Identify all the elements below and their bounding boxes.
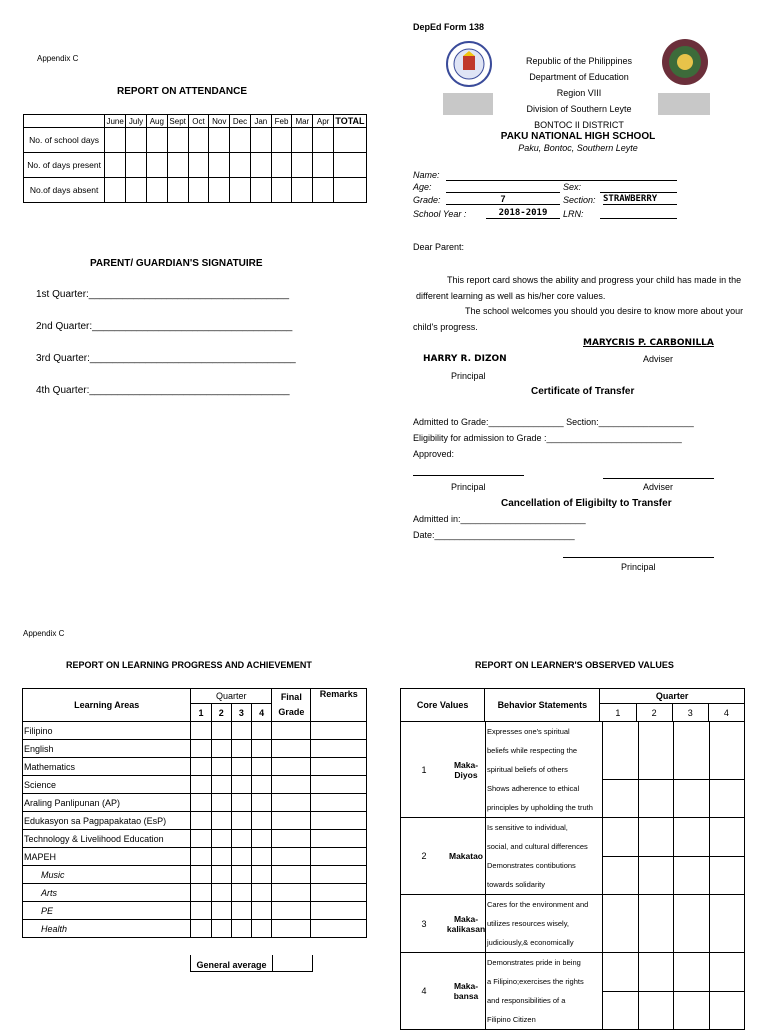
attendance-cell	[105, 153, 126, 178]
grade-cell	[251, 794, 271, 812]
school-name: PAKU NATIONAL HIGH SCHOOL	[500, 131, 656, 142]
core-value-name: Maka- Diyos	[447, 722, 486, 817]
month-header: Feb	[271, 115, 292, 128]
core-value-number: 4	[421, 986, 427, 996]
core-value-number: 1	[421, 764, 427, 775]
attendance-cell	[230, 178, 251, 203]
quarter-number: 3	[672, 704, 708, 722]
age-label: Age:	[413, 182, 432, 192]
table-row	[23, 866, 367, 884]
principal-title: Principal	[451, 371, 486, 381]
grade-cell	[211, 812, 231, 830]
grade-cell	[251, 722, 271, 740]
letter-paragraph: child's progress.	[413, 322, 478, 332]
grade-cell	[311, 722, 367, 740]
behavior-statement: Cares for the environment and	[487, 900, 589, 909]
rating-cell	[603, 895, 639, 952]
certificate-title: Certificate of Transfer	[531, 386, 635, 397]
core-value-number: 3	[421, 918, 427, 929]
grade-cell	[251, 920, 271, 938]
adviser-title: Adviser	[643, 354, 674, 364]
grade-cell	[251, 830, 271, 848]
learning-area: Technology & Livelihood Education	[23, 830, 191, 848]
grade-cell	[251, 812, 271, 830]
grade-cell	[311, 740, 367, 758]
grade-cell	[211, 740, 231, 758]
month-header: Dec	[230, 115, 251, 128]
grade-cell	[211, 794, 231, 812]
signature-title: PARENT/ GUARDIAN'S SIGNATUIRE	[90, 258, 263, 269]
attendance-cell	[105, 128, 126, 153]
quarter-number: 2	[636, 704, 672, 722]
month-header: Sept	[167, 115, 188, 128]
behavior-statement: principles by upholding the truth	[487, 803, 593, 812]
table-row	[23, 902, 367, 920]
learning-area: MAPEH	[23, 848, 191, 866]
letter-paragraph: This report card shows the ability and progress your child has made in the	[447, 275, 742, 285]
rating-cell	[710, 722, 745, 817]
grade-cell	[272, 866, 311, 884]
attendance-cell	[271, 153, 292, 178]
behavior-statement: Shows adherence to ethical	[487, 784, 580, 793]
values-row	[401, 818, 745, 895]
general-average-label: General average	[191, 955, 273, 971]
grade-cell	[191, 812, 211, 830]
behavior-statement: utilizes resources wisely,	[487, 919, 569, 928]
behavior-statement: and responsibilities of a	[487, 996, 566, 1005]
grade-cell	[191, 830, 211, 848]
table-row	[23, 848, 367, 866]
adviser-name: MARYCRIS P. CARBONILLA	[583, 338, 714, 348]
grade-cell	[191, 776, 211, 794]
sex-line	[600, 192, 677, 193]
grade-cell	[231, 758, 251, 776]
admitted-in-line: Admitted in:_________________________	[413, 514, 586, 524]
grade-cell	[272, 884, 311, 902]
principal-title: Principal	[621, 562, 656, 572]
header-line: Region VIII	[556, 88, 602, 98]
name-label: Name:	[413, 170, 440, 180]
grade-cell	[231, 776, 251, 794]
attendance-cell	[250, 128, 271, 153]
row-label: No. of days present	[24, 153, 105, 178]
row-label: No.of days absent	[24, 178, 105, 203]
month-header: July	[126, 115, 147, 128]
section-label: Section:	[563, 195, 596, 205]
attendance-cell	[333, 128, 366, 153]
grade-cell	[311, 776, 367, 794]
quarter-signature-line: 2nd Quarter:____________________________________	[36, 321, 293, 332]
header-line: Republic of the Philippines	[525, 56, 633, 66]
grade-cell	[311, 920, 367, 938]
core-value-cell	[401, 722, 745, 818]
letter-paragraph: different learning as well as his/her core values.	[416, 291, 606, 301]
grade-label: Grade:	[413, 195, 441, 205]
attendance-cell	[271, 178, 292, 203]
attendance-cell	[250, 178, 271, 203]
quarter-number: 1	[600, 704, 636, 722]
grade-cell	[191, 740, 211, 758]
grade-cell	[231, 794, 251, 812]
signature-line	[413, 475, 524, 476]
grade-cell	[231, 740, 251, 758]
core-value-cell	[401, 818, 745, 895]
general-average-row	[190, 955, 313, 972]
header-final-grade	[272, 689, 311, 722]
grade-cell	[191, 920, 211, 938]
month-header: Oct	[188, 115, 209, 128]
quarter-signature-line: 4th Quarter:____________________________________	[36, 385, 290, 396]
grade-cell	[231, 830, 251, 848]
month-header: June	[106, 116, 124, 126]
grade-label: Grade	[278, 707, 305, 717]
behavior-statements	[486, 722, 603, 817]
name-line	[446, 180, 677, 181]
grade-cell	[211, 776, 231, 794]
header-line: Department of Education	[529, 72, 629, 82]
learning-area: Music	[23, 866, 191, 884]
month-header: Aug	[146, 115, 167, 128]
attendance-cell	[126, 128, 147, 153]
grade-cell	[191, 902, 211, 920]
grade-cell	[191, 884, 211, 902]
attendance-cell	[167, 153, 188, 178]
grade-cell	[272, 722, 311, 740]
attendance-cell	[167, 128, 188, 153]
attendance-cell	[292, 153, 313, 178]
grade-cell	[211, 902, 231, 920]
cancellation-title: Cancellation of Eligibilty to Transfer	[501, 498, 672, 509]
grade-cell	[272, 758, 311, 776]
learning-area: Science	[23, 776, 191, 794]
grade-cell	[311, 830, 367, 848]
grade-cell	[272, 848, 311, 866]
month-header: Mar	[292, 115, 313, 128]
month-header: TOTAL	[335, 116, 365, 126]
rating-cell	[639, 818, 675, 894]
attendance-cell	[126, 153, 147, 178]
quarter-number: 2	[211, 704, 231, 722]
learning-area: Edukasyon sa Pagpapakatao (EsP)	[23, 812, 191, 830]
values-row	[401, 895, 745, 953]
admitted-grade-line: Admitted to Grade:_______________ Section:___________________	[413, 417, 694, 427]
signature-line	[563, 557, 714, 558]
grade-cell	[272, 740, 311, 758]
attendance-cell	[146, 128, 167, 153]
school-address: Paku, Bontoc, Southern Leyte	[518, 143, 638, 153]
month-header: Jan	[250, 115, 271, 128]
grade-cell	[251, 740, 271, 758]
table-row	[23, 920, 367, 938]
behavior-statement: Filipino Citizen	[487, 1015, 536, 1024]
rating-cell	[603, 818, 639, 894]
behavior-statement: Is sensitive to individual,	[487, 823, 568, 832]
rating-cell	[674, 818, 710, 894]
deped-seal-icon	[443, 40, 495, 110]
behavior-statement: spiritual beliefs of others	[487, 765, 568, 774]
behavior-statements	[486, 953, 603, 1029]
row-label: No. of school days	[24, 128, 105, 153]
behavior-statements	[486, 895, 603, 952]
grade-cell	[251, 902, 271, 920]
grade-cell	[211, 830, 231, 848]
grade-cell	[311, 794, 367, 812]
attendance-cell	[292, 128, 313, 153]
letter-paragraph: The school welcomes you should you desire to know more about your	[465, 306, 744, 316]
school-header	[505, 53, 653, 133]
behavior-statement: Demonstrates pride in being	[487, 958, 581, 967]
core-value-number: 2	[421, 851, 427, 861]
header-quarter: Quarter	[191, 689, 272, 704]
grade-cell	[251, 758, 271, 776]
header-core-values: Core Values	[401, 689, 485, 722]
behavior-statement: towards solidarity	[487, 880, 545, 889]
lrn-line	[600, 218, 677, 219]
attendance-cell	[188, 153, 209, 178]
values-title: REPORT ON LEARNER'S OBSERVED VALUES	[475, 660, 674, 670]
grade-cell	[272, 776, 311, 794]
quarter-number: 4	[251, 704, 271, 722]
grade-cell	[231, 722, 251, 740]
grade-cell	[191, 794, 211, 812]
district-seal-icon	[658, 38, 712, 110]
header-remarks: Remarks	[311, 689, 367, 722]
table-row	[23, 884, 367, 902]
grade-cell	[211, 722, 231, 740]
principal-name: HARRY R. DIZON	[423, 354, 507, 364]
quarter-signature-line: 1st Quarter:____________________________________	[36, 289, 290, 300]
header-learning-areas: Learning Areas	[23, 689, 191, 722]
school-year-label: School Year :	[413, 209, 467, 219]
attendance-cell	[333, 178, 366, 203]
month-header: Nov	[209, 115, 230, 128]
general-average-value	[273, 955, 312, 971]
grade-cell	[311, 812, 367, 830]
behavior-statement: beliefs while respecting the	[487, 746, 578, 755]
grade-cell	[311, 884, 367, 902]
attendance-cell	[209, 128, 230, 153]
eligibility-line: Eligibility for admission to Grade :___________________________	[413, 433, 682, 443]
adviser-title: Adviser	[643, 482, 674, 492]
grade-cell	[272, 902, 311, 920]
attendance-table	[23, 114, 367, 203]
learning-title: REPORT ON LEARNING PROGRESS AND ACHIEVEMENT	[66, 660, 312, 670]
grade-cell	[191, 722, 211, 740]
learning-areas-table	[22, 688, 367, 938]
table-row	[23, 830, 367, 848]
core-value-name: Makatao	[447, 818, 486, 894]
appendix-label: Appendix C	[23, 629, 65, 638]
grade-cell	[311, 902, 367, 920]
behavior-statement: Demonstrates contibutions	[487, 861, 576, 870]
header-behavior-statements: Behavior Statements	[485, 689, 600, 722]
header-line: Division of Southern Leyte	[526, 104, 632, 114]
grade-cell	[251, 866, 271, 884]
behavior-statement: Expresses one's spiritual	[487, 727, 570, 736]
grade-cell	[272, 920, 311, 938]
grade-cell	[311, 866, 367, 884]
lrn-label: LRN:	[563, 209, 584, 219]
rating-cell	[674, 895, 710, 952]
approved-label: Approved:	[413, 449, 455, 459]
table-row	[23, 812, 367, 830]
rating-cell	[674, 722, 710, 817]
core-value-name: Maka- kalikasan	[447, 895, 486, 952]
appendix-label: Appendix C	[37, 54, 79, 63]
grade-cell	[231, 884, 251, 902]
header-line: BONTOC II DISTRICT	[534, 120, 624, 130]
header-quarter: Quarter	[600, 689, 745, 704]
values-row	[401, 953, 745, 1030]
grade-cell	[231, 848, 251, 866]
behavior-statement: judiciously,& economically	[487, 938, 574, 947]
grade-cell	[211, 848, 231, 866]
attendance-cell	[126, 178, 147, 203]
age-line	[446, 192, 560, 193]
learning-area: PE	[23, 902, 191, 920]
grade-cell	[211, 758, 231, 776]
attendance-cell	[230, 153, 251, 178]
core-value-cell	[401, 895, 745, 953]
grade-cell	[272, 830, 311, 848]
attendance-cell	[105, 178, 126, 203]
grade-cell	[191, 758, 211, 776]
grade-cell	[231, 920, 251, 938]
principal-title: Principal	[451, 482, 486, 492]
learning-area: Araling Panlipunan (AP)	[23, 794, 191, 812]
rating-cell	[639, 953, 675, 1029]
rating-cell	[639, 722, 675, 817]
attendance-cell	[167, 178, 188, 203]
behavior-statement: social, and cultural differences	[487, 842, 588, 851]
attendance-title: REPORT ON ATTENDANCE	[117, 86, 247, 97]
rating-cell	[603, 722, 639, 817]
learning-area: Arts	[23, 884, 191, 902]
attendance-cell	[209, 178, 230, 203]
grade-cell	[231, 866, 251, 884]
sex-label: Sex:	[563, 182, 582, 192]
attendance-cell	[292, 178, 313, 203]
attendance-cell	[250, 153, 271, 178]
quarter-number: 4	[708, 704, 744, 722]
table-row	[23, 722, 367, 740]
grade-cell	[211, 920, 231, 938]
attendance-cell	[146, 153, 167, 178]
school-year-value: 2018-2019	[486, 208, 560, 219]
month-header: Apr	[313, 115, 334, 128]
grade-value: 7	[446, 194, 560, 205]
grade-cell	[231, 902, 251, 920]
quarter-signature-line: 3rd Quarter:_____________________________________	[36, 353, 296, 364]
attendance-cell	[313, 178, 334, 203]
rating-cell	[710, 895, 745, 952]
behavior-statement: a Filipino;exercises the rights	[487, 977, 584, 986]
attendance-cell	[188, 178, 209, 203]
attendance-cell	[230, 128, 251, 153]
salutation: Dear Parent:	[413, 242, 465, 252]
grade-cell	[191, 848, 211, 866]
grade-cell	[251, 848, 271, 866]
core-value-cell	[401, 953, 745, 1030]
learning-area: Mathematics	[23, 758, 191, 776]
grade-cell	[251, 884, 271, 902]
grade-cell	[191, 866, 211, 884]
quarter-number: 1	[191, 704, 211, 722]
attendance-cell	[209, 153, 230, 178]
learning-area: Health	[23, 920, 191, 938]
attendance-cell	[313, 153, 334, 178]
rating-cell	[710, 818, 745, 894]
grade-cell	[311, 848, 367, 866]
grade-cell	[272, 812, 311, 830]
section-value: STRAWBERRY	[603, 194, 677, 205]
grade-cell	[311, 758, 367, 776]
date-line: Date:____________________________	[413, 530, 575, 540]
form-title: DepEd Form 138	[413, 22, 485, 32]
learning-area: English	[23, 740, 191, 758]
rating-cell	[674, 953, 710, 1029]
grade-cell	[231, 812, 251, 830]
table-row	[23, 794, 367, 812]
rating-cell	[603, 953, 639, 1029]
grade-cell	[272, 794, 311, 812]
table-row	[23, 740, 367, 758]
attendance-cell	[271, 128, 292, 153]
grade-cell	[211, 884, 231, 902]
attendance-cell	[333, 153, 366, 178]
values-row	[401, 722, 745, 818]
observed-values-table	[400, 688, 745, 1030]
learning-area: Filipino	[23, 722, 191, 740]
attendance-cell	[313, 128, 334, 153]
attendance-cell	[188, 128, 209, 153]
grade-cell	[251, 776, 271, 794]
signature-line	[603, 478, 714, 479]
core-value-name: Maka- bansa	[447, 953, 486, 1029]
table-row	[23, 776, 367, 794]
quarter-number: 3	[231, 704, 251, 722]
grade-cell	[211, 866, 231, 884]
behavior-statements	[486, 818, 603, 894]
rating-cell	[710, 953, 745, 1029]
final-label: Final	[280, 692, 302, 702]
table-row	[23, 758, 367, 776]
rating-cell	[639, 895, 675, 952]
attendance-cell	[146, 178, 167, 203]
